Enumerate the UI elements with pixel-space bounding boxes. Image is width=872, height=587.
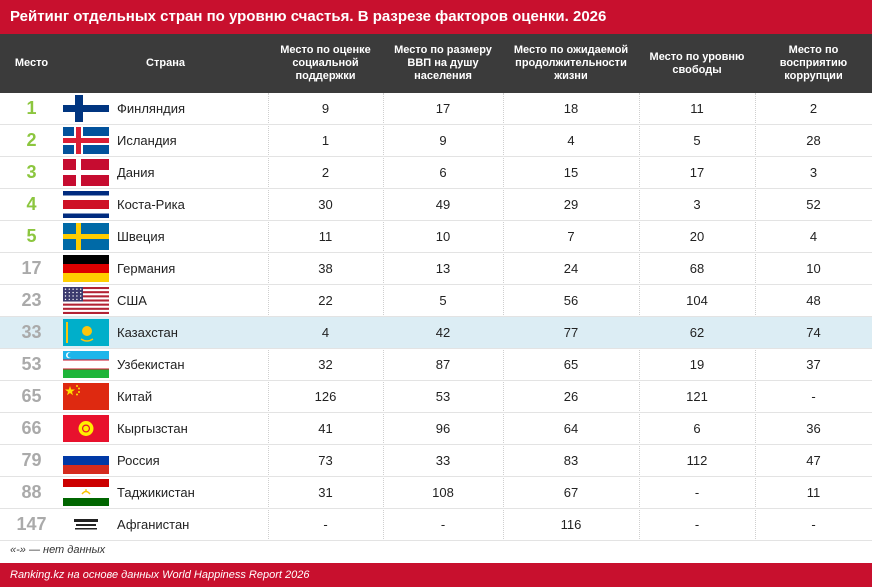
country-name: Германия <box>117 261 176 276</box>
corruption-rank-cell: 52 <box>806 197 821 212</box>
rank-value: 147 <box>16 514 47 534</box>
gdp-rank-cell: 10 <box>435 229 451 244</box>
social-rank-cell: 73 <box>318 453 333 468</box>
header-country: Страна <box>146 57 185 69</box>
corruption-rank-cell: - <box>811 389 816 404</box>
gdp-rank-cell: - <box>440 517 446 532</box>
china-flag-icon <box>63 383 109 410</box>
freedom-rank-cell: 3 <box>693 197 701 212</box>
life-rank-cell: 83 <box>563 453 579 468</box>
afghanistan-flag-icon <box>63 511 109 538</box>
life-rank-cell: 18 <box>563 101 579 116</box>
table-row <box>0 349 872 381</box>
freedom-rank-cell: 17 <box>689 165 705 180</box>
life-rank-cell: 24 <box>563 261 579 276</box>
rank-value: 65 <box>21 386 42 406</box>
freedom-rank-cell: - <box>694 517 700 532</box>
header-place: Место <box>14 57 49 69</box>
country-name: Швеция <box>117 229 165 244</box>
life-rank-cell: 77 <box>563 325 579 340</box>
page-title: Рейтинг отдельных стран по уровню счастья. В разрезе факторов оценки. 2026 <box>0 0 872 34</box>
germany-flag-icon <box>63 255 109 282</box>
header-life: Место по ожидаемой продолжительности жизни <box>513 44 629 82</box>
table-row <box>0 509 872 541</box>
table-row <box>0 285 872 317</box>
corruption-rank-cell: 47 <box>806 453 821 468</box>
life-rank-cell: 64 <box>563 421 579 436</box>
freedom-rank-cell: 121 <box>686 389 708 404</box>
country-name: Казахстан <box>117 325 178 340</box>
gdp-rank-cell: 108 <box>432 485 454 500</box>
table-row <box>0 317 872 349</box>
gdp-rank-cell: 49 <box>435 197 451 212</box>
social-rank-cell: 32 <box>318 357 333 372</box>
rank-value: 2 <box>26 130 37 150</box>
social-rank-cell: 9 <box>321 101 330 116</box>
table-row <box>0 381 872 413</box>
life-rank-cell: 15 <box>563 165 579 180</box>
social-rank-cell: 41 <box>318 421 333 436</box>
corruption-rank-cell: 28 <box>806 133 821 148</box>
rank-value: 4 <box>26 194 37 214</box>
social-rank-cell: - <box>323 517 328 532</box>
social-rank-cell: 11 <box>318 229 333 244</box>
header-freedom: Место по уровню свободы <box>649 50 745 76</box>
rank-value: 88 <box>21 482 42 502</box>
life-rank-cell: 116 <box>560 517 582 532</box>
life-rank-cell: 29 <box>563 197 579 212</box>
country-name: Таджикистан <box>117 485 195 500</box>
header-social: Место по оценке социальной поддержки <box>280 44 371 82</box>
life-rank-cell: 67 <box>563 485 579 500</box>
corruption-rank-cell: 74 <box>806 325 821 340</box>
freedom-rank-cell: 19 <box>689 357 705 372</box>
freedom-rank-cell: 20 <box>689 229 705 244</box>
rank-value: 33 <box>21 322 42 342</box>
table-row <box>0 477 872 509</box>
rank-value: 79 <box>21 450 42 470</box>
life-rank-cell: 26 <box>563 389 579 404</box>
social-rank-cell: 22 <box>318 293 333 308</box>
gdp-rank-cell: 53 <box>435 389 451 404</box>
russia-flag-icon <box>63 447 109 474</box>
freedom-rank-cell: 6 <box>693 421 701 436</box>
gdp-rank-cell: 5 <box>439 293 447 308</box>
social-rank-cell: 4 <box>321 325 330 340</box>
social-rank-cell: 31 <box>318 485 333 500</box>
life-rank-cell: 65 <box>563 357 579 372</box>
life-rank-cell: 56 <box>563 293 579 308</box>
rank-value: 66 <box>21 418 42 438</box>
gdp-rank-cell: 17 <box>435 101 451 116</box>
table-row <box>0 221 872 253</box>
rank-value: 1 <box>26 98 37 118</box>
rank-value: 5 <box>26 226 37 246</box>
freedom-rank-cell: 62 <box>689 325 705 340</box>
country-name: Китай <box>117 389 153 404</box>
gdp-rank-cell: 87 <box>435 357 451 372</box>
rank-value: 3 <box>26 162 37 182</box>
country-name: Кыргызстан <box>117 421 188 436</box>
life-rank-cell: 7 <box>567 229 575 244</box>
footer-source: Ranking.kz на основе данных World Happiness Report 2026 <box>0 563 872 587</box>
table-row <box>0 189 872 221</box>
freedom-rank-cell: 5 <box>693 133 701 148</box>
finland-flag-icon <box>63 95 109 122</box>
country-name: Коста-Рика <box>117 197 185 212</box>
freedom-rank-cell: 11 <box>690 101 704 116</box>
table-row <box>0 253 872 285</box>
tajikistan-flag-icon <box>63 479 109 506</box>
gdp-rank-cell: 96 <box>435 421 451 436</box>
social-rank-cell: 30 <box>318 197 333 212</box>
kyrgyzstan-flag-icon <box>63 415 109 442</box>
table-row <box>0 125 872 157</box>
social-rank-cell: 126 <box>314 389 337 404</box>
table-row <box>0 445 872 477</box>
table-row <box>0 413 872 445</box>
corruption-rank-cell: 48 <box>806 293 821 308</box>
corruption-rank-cell: 2 <box>809 101 818 116</box>
header-corruption: Место по восприятию коррупции <box>779 44 848 82</box>
rank-value: 53 <box>21 354 42 374</box>
gdp-rank-cell: 9 <box>439 133 447 148</box>
corruption-rank-cell: - <box>811 517 816 532</box>
freedom-rank-cell: 112 <box>686 453 708 468</box>
corruption-rank-cell: 36 <box>806 421 821 436</box>
corruption-rank-cell: 37 <box>806 357 821 372</box>
corruption-rank-cell: 3 <box>809 165 818 180</box>
rank-value: 17 <box>21 258 42 278</box>
social-rank-cell: 2 <box>321 165 330 180</box>
freedom-rank-cell: 104 <box>686 293 708 308</box>
corruption-rank-cell: 4 <box>809 229 818 244</box>
country-name: Афганистан <box>117 517 190 532</box>
country-name: Дания <box>117 165 155 180</box>
table-row <box>0 93 872 125</box>
gdp-rank-cell: 6 <box>439 165 447 180</box>
gdp-rank-cell: 13 <box>435 261 451 276</box>
freedom-rank-cell: 68 <box>689 261 705 276</box>
gdp-rank-cell: 42 <box>435 325 451 340</box>
country-name: Финляндия <box>117 101 186 116</box>
freedom-rank-cell: - <box>694 485 700 500</box>
iceland-flag-icon <box>63 127 109 154</box>
denmark-flag-icon <box>63 159 109 186</box>
gdp-rank-cell: 33 <box>435 453 451 468</box>
rank-value: 23 <box>21 290 42 310</box>
life-rank-cell: 4 <box>567 133 575 148</box>
header-gdp: Место по размеру ВВП на душу населения <box>394 44 492 82</box>
sweden-flag-icon <box>63 223 109 250</box>
country-name: Исландия <box>117 133 177 148</box>
table-row <box>0 157 872 189</box>
corruption-rank-cell: 11 <box>806 485 821 500</box>
costa-rica-flag-icon <box>63 191 109 218</box>
social-rank-cell: 38 <box>318 261 333 276</box>
uzbekistan-flag-icon <box>63 351 109 378</box>
social-rank-cell: 1 <box>321 133 330 148</box>
table-header <box>0 34 872 93</box>
country-name: США <box>117 293 147 308</box>
country-name: Узбекистан <box>117 357 185 372</box>
country-name: Россия <box>117 453 160 468</box>
corruption-rank-cell: 10 <box>806 261 821 276</box>
usa-flag-icon <box>63 287 109 314</box>
note: «-» — нет данных <box>10 544 106 556</box>
kazakhstan-flag-icon <box>63 319 109 346</box>
